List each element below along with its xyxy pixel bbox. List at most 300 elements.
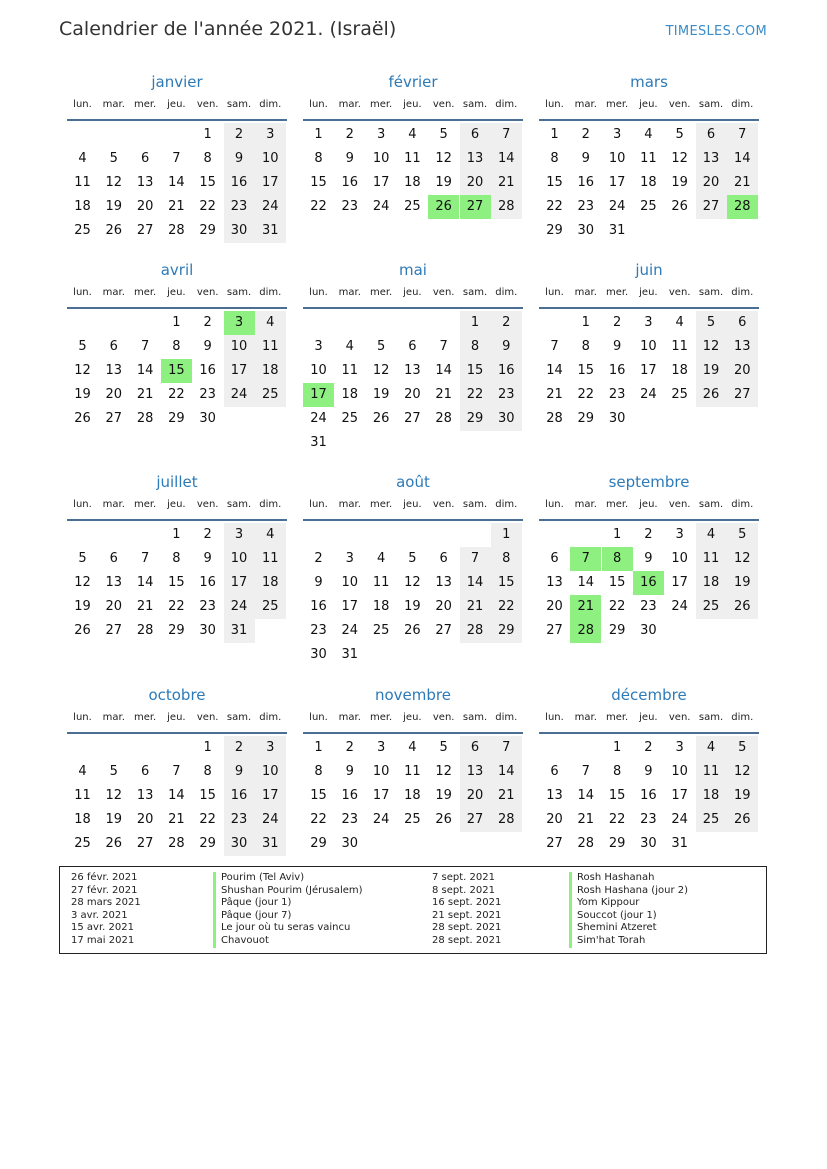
weekday-header: ven.	[432, 499, 455, 510]
day-cell: 3	[345, 551, 354, 566]
day-cell: 26	[105, 836, 123, 851]
day-cell: 29	[577, 411, 595, 426]
legend-holiday-name: Shemini Atzeret	[569, 922, 657, 935]
weekday-header: lun.	[309, 99, 328, 110]
day-cell: 16	[608, 363, 626, 378]
day-cell: 13	[546, 575, 563, 590]
weekday-header: dim.	[495, 99, 518, 110]
day-cell: 10	[224, 335, 255, 359]
day-cell: 9	[644, 764, 653, 779]
day-cell: 7	[439, 339, 448, 354]
legend-holiday-name: Yom Kippour	[569, 897, 639, 910]
day-cell: 27	[460, 808, 491, 832]
day-cell: 25	[255, 595, 286, 619]
site-link[interactable]: TIMESLES.COM	[665, 24, 767, 39]
day-cell: 2	[345, 740, 354, 755]
weekday-header: dim.	[731, 287, 754, 298]
day-cell: 10	[341, 575, 359, 590]
weekday-header: jeu.	[167, 499, 186, 510]
day-cell: 10	[255, 760, 286, 784]
day-cell: 2	[612, 315, 622, 330]
day-cell: 3	[675, 527, 684, 542]
day-cell: 23	[640, 812, 657, 827]
day-cell: 25	[404, 199, 421, 214]
month-rule	[303, 519, 523, 521]
weekday-header: mar.	[102, 287, 125, 298]
day-cell: 15	[199, 788, 216, 803]
day-cell: 14	[577, 575, 595, 590]
day-cell: 2	[581, 127, 590, 142]
day-cell: 25	[74, 836, 91, 851]
day-cell: 3	[314, 339, 323, 354]
day-cell: 13	[136, 788, 154, 803]
day-cell: 27	[105, 623, 123, 638]
day-cell: 9	[314, 575, 323, 590]
day-cell: 29	[168, 623, 185, 638]
day-cell: 16	[310, 599, 327, 614]
weekday-header: dim.	[731, 99, 754, 110]
day-cell: 21	[491, 171, 522, 195]
weekday-header: mar.	[338, 287, 361, 298]
day-cell: 30	[341, 836, 359, 851]
day-cell: 1	[314, 740, 323, 755]
month-name: janvier	[151, 73, 203, 91]
month-rule	[67, 732, 287, 734]
legend-holiday-name: Pâque (jour 7)	[213, 910, 291, 923]
day-cell: 30	[491, 407, 522, 431]
weekday-header: mer.	[369, 287, 393, 298]
day-cell: 5	[109, 151, 118, 166]
day-cell: 15	[310, 788, 327, 803]
day-cell: 11	[74, 788, 91, 803]
day-cell: 3	[675, 740, 684, 755]
day-cell: 10	[671, 764, 688, 779]
day-cell: 5	[376, 339, 386, 354]
weekday-header: sam.	[226, 499, 252, 510]
day-cell: 13	[136, 175, 154, 190]
legend-date: 15 avr. 2021	[71, 922, 134, 934]
holiday-legend	[59, 866, 767, 954]
weekday-header: jeu.	[639, 712, 658, 723]
day-cell: 26	[696, 383, 727, 407]
day-cell: 19	[671, 175, 688, 190]
day-cell: 30	[199, 411, 216, 426]
day-cell: 28	[460, 619, 491, 643]
day-cell: 7	[460, 547, 491, 571]
month-rule	[539, 119, 759, 121]
day-cell: 10	[671, 551, 688, 566]
day-cell: 20	[136, 812, 154, 827]
day-cell: 9	[612, 339, 622, 354]
legend-holiday-name: Chavouot	[213, 935, 269, 948]
day-cell: 29	[491, 619, 522, 643]
day-cell: 4	[408, 740, 417, 755]
day-cell: 17	[255, 171, 286, 195]
day-cell: 11	[372, 575, 390, 590]
weekday-header: dim.	[731, 499, 754, 510]
day-cell: 16	[640, 788, 657, 803]
legend-date: 28 mars 2021	[71, 897, 141, 909]
month-name: août	[396, 473, 430, 491]
weekday-header: lun.	[545, 499, 564, 510]
day-cell: 17	[341, 599, 359, 614]
weekday-header: sam.	[698, 287, 724, 298]
day-cell: 14	[727, 147, 758, 171]
day-cell: 5	[439, 127, 448, 142]
day-cell: 17	[671, 575, 688, 590]
weekday-header: ven.	[432, 99, 455, 110]
legend-date: 7 sept. 2021	[432, 872, 495, 883]
day-cell: 10	[608, 151, 626, 166]
weekday-header: mer.	[605, 99, 629, 110]
day-cell: 28	[168, 836, 185, 851]
day-cell: 9	[345, 764, 354, 779]
day-cell: 20	[546, 599, 563, 614]
day-cell: 6	[727, 311, 758, 335]
day-cell: 23	[199, 599, 216, 614]
day-cell: 16	[341, 175, 359, 190]
day-cell: 2	[644, 740, 653, 755]
day-cell: 2	[203, 315, 212, 330]
legend-date: 17 mai 2021	[71, 935, 135, 946]
day-cell: 25	[696, 595, 727, 619]
day-cell: 22	[199, 199, 216, 214]
month-rule	[303, 307, 523, 309]
day-cell: 21	[546, 387, 563, 402]
weekday-header: jeu.	[639, 287, 658, 298]
day-cell: 25	[74, 223, 91, 238]
day-cell: 5	[408, 551, 417, 566]
day-cell: 8	[314, 151, 323, 166]
day-cell: 28	[136, 623, 154, 638]
day-cell: 24	[255, 808, 286, 832]
day-cell: 15	[608, 788, 626, 803]
day-cell: 13	[105, 575, 123, 590]
day-cell: 1	[491, 523, 522, 547]
day-cell: 22	[168, 599, 185, 614]
weekday-header: lun.	[73, 99, 92, 110]
day-cell: 11	[640, 151, 657, 166]
day-cell: 23	[310, 623, 327, 638]
day-cell: 27	[435, 623, 452, 638]
day-cell: 24	[608, 199, 626, 214]
day-cell: 18	[372, 599, 390, 614]
day-cell: 17	[640, 363, 657, 378]
day-cell: 6	[140, 764, 150, 779]
weekday-header: ven.	[196, 499, 219, 510]
legend-date: 16 sept. 2021	[432, 897, 502, 909]
legend-holiday-name: Souccot (jour 1)	[569, 910, 657, 923]
weekday-header: sam.	[698, 499, 724, 510]
day-cell: 1	[612, 740, 622, 755]
month-rule	[67, 307, 287, 309]
day-cell: 6	[460, 736, 491, 760]
day-cell: 9	[491, 335, 522, 359]
day-cell: 3	[255, 736, 286, 760]
day-cell: 12	[74, 363, 91, 378]
day-cell: 25	[640, 199, 657, 214]
day-cell: 30	[577, 223, 595, 238]
weekday-header: mer.	[369, 499, 393, 510]
day-cell: 12	[74, 575, 91, 590]
month-rule	[539, 307, 759, 309]
legend-date: 8 sept. 2021	[432, 884, 495, 896]
day-cell: 4	[376, 551, 386, 566]
weekday-header: sam.	[462, 712, 488, 723]
day-cell: 24	[310, 411, 327, 426]
day-cell: 19	[404, 599, 421, 614]
day-cell: 25	[341, 411, 359, 426]
day-cell: 25	[696, 808, 727, 832]
weekday-header: mar.	[574, 712, 597, 723]
day-cell: 30	[224, 219, 255, 243]
day-cell: 24	[224, 383, 255, 407]
day-cell: 19	[696, 359, 727, 383]
legend-date: 3 avr. 2021	[71, 909, 128, 921]
weekday-header: ven.	[668, 287, 691, 298]
day-cell: 16	[224, 784, 255, 808]
day-cell: 27	[727, 383, 758, 407]
day-cell: 13	[460, 147, 491, 171]
day-cell: 17	[255, 784, 286, 808]
day-cell: 15	[460, 359, 491, 383]
day-cell: 10	[372, 764, 390, 779]
weekday-header: dim.	[731, 712, 754, 723]
month-name: avril	[160, 261, 194, 279]
holiday-day-cell: 7	[570, 547, 601, 571]
day-cell: 13	[460, 760, 491, 784]
weekday-header: ven.	[432, 287, 455, 298]
day-cell: 5	[78, 339, 87, 354]
day-cell: 26	[435, 812, 452, 827]
month-rule	[539, 519, 759, 521]
legend-date: 28 sept. 2021	[432, 922, 502, 934]
day-cell: 25	[372, 623, 390, 638]
day-cell: 29	[199, 836, 216, 851]
day-cell: 27	[546, 836, 563, 851]
day-cell: 1	[314, 127, 323, 142]
day-cell: 24	[671, 599, 688, 614]
weekday-header: lun.	[73, 499, 92, 510]
day-cell: 9	[345, 151, 354, 166]
day-cell: 22	[310, 199, 327, 214]
day-cell: 18	[341, 387, 359, 402]
day-cell: 15	[168, 575, 185, 590]
day-cell: 6	[109, 551, 118, 566]
day-cell: 3	[376, 127, 386, 142]
day-cell: 31	[224, 619, 255, 643]
day-cell: 24	[224, 595, 255, 619]
day-cell: 18	[404, 788, 421, 803]
month-name: juin	[635, 261, 663, 279]
day-cell: 21	[491, 784, 522, 808]
day-cell: 31	[310, 435, 327, 450]
day-cell: 30	[640, 623, 657, 638]
day-cell: 25	[404, 812, 421, 827]
day-cell: 28	[136, 411, 154, 426]
day-cell: 3	[224, 523, 255, 547]
day-cell: 25	[255, 383, 286, 407]
month-name: février	[388, 73, 438, 91]
day-cell: 13	[696, 147, 727, 171]
weekday-header: dim.	[259, 287, 282, 298]
weekday-header: dim.	[259, 499, 282, 510]
day-cell: 26	[74, 411, 91, 426]
month-name: mars	[630, 73, 668, 91]
day-cell: 13	[105, 363, 123, 378]
weekday-header: jeu.	[403, 499, 422, 510]
day-cell: 2	[491, 311, 522, 335]
day-cell: 14	[546, 363, 563, 378]
day-cell: 28	[168, 223, 185, 238]
day-cell: 31	[341, 647, 359, 662]
day-cell: 9	[644, 551, 653, 566]
day-cell: 27	[136, 836, 154, 851]
day-cell: 17	[671, 788, 688, 803]
day-cell: 12	[105, 788, 123, 803]
day-cell: 23	[341, 199, 359, 214]
day-cell: 6	[408, 339, 417, 354]
weekday-header: lun.	[545, 99, 564, 110]
day-cell: 14	[577, 788, 595, 803]
day-cell: 17	[224, 571, 255, 595]
day-cell: 22	[460, 383, 491, 407]
day-cell: 9	[203, 551, 212, 566]
day-cell: 14	[136, 575, 154, 590]
day-cell: 7	[172, 764, 181, 779]
day-cell: 19	[372, 387, 390, 402]
weekday-header: dim.	[495, 712, 518, 723]
weekday-header: mar.	[102, 499, 125, 510]
day-cell: 10	[310, 363, 327, 378]
day-cell: 13	[404, 363, 421, 378]
month-name: septembre	[608, 473, 690, 491]
day-cell: 23	[199, 387, 216, 402]
day-cell: 16	[199, 363, 216, 378]
day-cell: 22	[310, 812, 327, 827]
weekday-header: jeu.	[167, 99, 186, 110]
day-cell: 21	[136, 599, 154, 614]
legend-holiday-name: Pâque (jour 1)	[213, 897, 291, 910]
day-cell: 11	[696, 547, 727, 571]
day-cell: 19	[74, 599, 91, 614]
day-cell: 30	[640, 836, 657, 851]
weekday-header: mer.	[133, 99, 157, 110]
day-cell: 24	[640, 387, 657, 402]
day-cell: 30	[224, 832, 255, 856]
day-cell: 3	[644, 315, 653, 330]
day-cell: 16	[224, 171, 255, 195]
holiday-day-cell: 3	[224, 311, 255, 335]
legend-date: 26 févr. 2021	[71, 872, 138, 883]
weekday-header: mer.	[605, 712, 629, 723]
day-cell: 1	[550, 127, 559, 142]
day-cell: 20	[727, 359, 758, 383]
weekday-header: dim.	[259, 712, 282, 723]
day-cell: 26	[372, 411, 390, 426]
day-cell: 27	[696, 195, 727, 219]
day-cell: 10	[224, 547, 255, 571]
day-cell: 3	[255, 123, 286, 147]
day-cell: 4	[255, 311, 286, 335]
weekday-header: jeu.	[403, 712, 422, 723]
day-cell: 19	[105, 812, 123, 827]
month-rule	[539, 732, 759, 734]
legend-date: 27 févr. 2021	[71, 884, 138, 896]
day-cell: 7	[727, 123, 758, 147]
weekday-header: sam.	[462, 99, 488, 110]
day-cell: 28	[577, 836, 595, 851]
day-cell: 6	[109, 339, 118, 354]
day-cell: 20	[435, 599, 452, 614]
legend-holiday-name: Sim'hat Torah	[569, 935, 645, 948]
day-cell: 5	[109, 764, 118, 779]
day-cell: 24	[671, 812, 688, 827]
day-cell: 10	[372, 151, 390, 166]
weekday-header: mer.	[605, 499, 629, 510]
day-cell: 3	[376, 740, 386, 755]
day-cell: 8	[550, 151, 559, 166]
weekday-header: ven.	[668, 712, 691, 723]
day-cell: 8	[203, 151, 212, 166]
day-cell: 2	[345, 127, 354, 142]
day-cell: 3	[612, 127, 622, 142]
day-cell: 26	[105, 223, 123, 238]
day-cell: 8	[172, 339, 181, 354]
day-cell: 30	[310, 647, 327, 662]
day-cell: 11	[341, 363, 359, 378]
month-rule	[67, 119, 287, 121]
day-cell: 29	[168, 411, 185, 426]
day-cell: 15	[199, 175, 216, 190]
holiday-day-cell: 17	[303, 383, 334, 407]
day-cell: 4	[345, 339, 354, 354]
day-cell: 8	[203, 764, 212, 779]
day-cell: 8	[460, 335, 491, 359]
day-cell: 17	[608, 175, 626, 190]
day-cell: 14	[491, 760, 522, 784]
weekday-header: lun.	[309, 499, 328, 510]
day-cell: 23	[577, 199, 595, 214]
holiday-day-cell: 16	[633, 571, 664, 595]
day-cell: 28	[435, 411, 452, 426]
day-cell: 4	[408, 127, 417, 142]
day-cell: 7	[491, 736, 522, 760]
day-cell: 19	[74, 387, 91, 402]
day-cell: 8	[314, 764, 323, 779]
legend-holiday-name: Shushan Pourim (Jérusalem)	[213, 885, 363, 898]
day-cell: 24	[372, 199, 390, 214]
day-cell: 13	[727, 335, 758, 359]
day-cell: 23	[491, 383, 522, 407]
day-cell: 20	[460, 784, 491, 808]
weekday-header: mer.	[133, 287, 157, 298]
day-cell: 18	[696, 571, 727, 595]
holiday-day-cell: 28	[570, 619, 601, 643]
day-cell: 21	[168, 199, 185, 214]
day-cell: 18	[74, 812, 91, 827]
holiday-day-cell: 27	[460, 195, 491, 219]
holiday-day-cell: 28	[727, 195, 758, 219]
weekday-header: mer.	[133, 712, 157, 723]
day-cell: 11	[404, 764, 421, 779]
weekday-header: mar.	[338, 99, 361, 110]
day-cell: 27	[546, 623, 563, 638]
day-cell: 12	[727, 547, 758, 571]
day-cell: 12	[372, 363, 390, 378]
day-cell: 20	[696, 171, 727, 195]
day-cell: 5	[78, 551, 87, 566]
